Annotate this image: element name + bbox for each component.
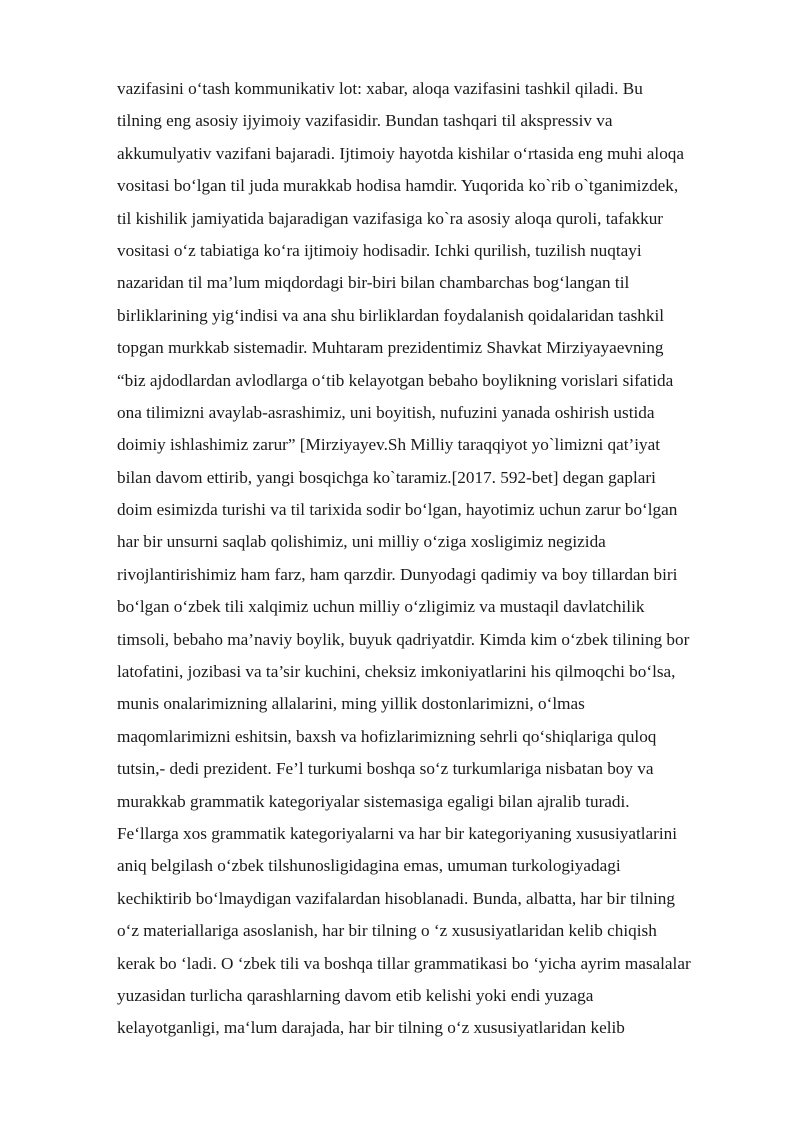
text-line: bilan davom ettirib, yangi bosqichga ko`taramiz.[2017. 592-bet] degan gaplari bbox=[117, 467, 656, 487]
text-line: kerak bo ‘ladi. O ‘zbek tili va boshqa tillar grammatikasi bo ‘yicha ayrim masalalar bbox=[117, 953, 691, 973]
text-line: nazaridan til ma’lum miqdordagi bir-biri bilan chambarchas bog‘langan til bbox=[117, 273, 630, 293]
text-line: bo‘lgan o‘zbek tili xalqimiz uchun milliy o‘zligimiz va mustaqil davlatchilik bbox=[117, 597, 645, 617]
text-line: doimiy ishlashimiz zarur” [Mirziyayev.Sh Milliy taraqqiyot yo`limizni qat’iyat bbox=[117, 435, 661, 455]
text-line: akkumulyativ vazifani bajaradi. Ijtimoiy hayotda kishilar o‘rtasida eng muhi aloqa bbox=[117, 143, 685, 163]
text-line: Fe‘llarga xos grammatik kategoriyalarni va har bir kategoriyaning xususiyatlarini bbox=[117, 823, 678, 843]
text-line: murakkab grammatik kategoriyalar sistemasiga egaligi bilan ajralib turadi. bbox=[117, 791, 630, 811]
text-line: topgan murkkab sistemadir. Muhtaram prezidentimiz Shavkat Mirziyayaevning bbox=[117, 338, 664, 358]
text-line: vositasi bo‘lgan til juda murakkab hodisa hamdir. Yuqorida ko`rib o`tganimizdek, bbox=[117, 176, 679, 196]
text-line: har bir unsurni saqlab qolishimiz, uni milliy o‘ziga xosligimiz negizida bbox=[117, 532, 606, 552]
text-line: vazifasini o‘tash kommunikativ lot: xabar, aloqa vazifasini tashkil qiladi. Bu bbox=[117, 79, 643, 98]
text-line: latofatini, jozibasi va ta’sir kuchini, cheksiz imkoniyatlarini his qilmoqchi bo‘lsa, bbox=[117, 662, 676, 682]
text-line: timsoli, bebaho ma’naviy boylik, buyuk qadriyatdir. Kimda kim o‘zbek tilining bor bbox=[117, 629, 690, 649]
body-text bbox=[117, 73, 757, 1045]
text-line: doim esimizda turishi va til tarixida sodir bo‘lgan, hayotimiz uchun zarur bo‘lgan bbox=[117, 500, 678, 520]
text-line: tilning eng asosiy ijyimoiy vazifasidir. Bundan tashqari til akspressiv va bbox=[117, 111, 613, 131]
text-line: tutsin,- dedi prezident. Fe’l turkumi boshqa so‘z turkumlariga nisbatan boy va bbox=[117, 759, 654, 779]
text-line: yuzasidan turlicha qarashlarning davom etib kelishi yoki endi yuzaga bbox=[117, 985, 594, 1005]
text-line: “biz ajdodlardan avlodlarga o‘tib kelayotgan bebaho boylikning vorislari sifatida bbox=[117, 370, 674, 390]
text-line: rivojlantirishimiz ham farz, ham qarzdir. Dunyodagi qadimiy va boy tillardan biri bbox=[117, 564, 678, 584]
text-line: kechiktirib bo‘lmaydigan vazifalardan hisoblanadi. Bunda, albatta, har bir tilning bbox=[117, 888, 675, 908]
text-line: birliklarining yig‘indisi va ana shu birliklardan foydalanish qoidalaridan tashkil bbox=[117, 305, 665, 325]
text-line: o‘z materiallariga asoslanish, har bir tilning o ‘z xususiyatlaridan kelib chiqish bbox=[117, 921, 657, 941]
text-line: kelayotganligi, ma‘lum darajada, har bir tilning o‘z xususiyatlaridan kelib bbox=[117, 1018, 625, 1038]
text-line: aniq belgilash o‘zbek tilshunosligidagina emas, umuman turkologiyadagi bbox=[117, 856, 621, 876]
text-line: vositasi o‘z tabiatiga ko‘ra ijtimoiy hodisadir. Ichki qurilish, tuzilish nuqtayi bbox=[117, 240, 642, 260]
text-line: ona tilimizni avaylab-asrashimiz, uni boyitish, nufuzini yanada oshirish ustida bbox=[117, 402, 655, 422]
text-line: maqomlarimizni eshitsin, baxsh va hofizlarimizning sehrli qo‘shiqlariga quloq bbox=[117, 726, 657, 746]
text-line: munis onalarimizning allalarini, ming yillik dostonlarimizni, o‘lmas bbox=[117, 694, 585, 714]
text-line: til kishilik jamiyatida bajaradigan vazifasiga ko`ra asosiy aloqa quroli, tafakkur bbox=[117, 208, 664, 228]
